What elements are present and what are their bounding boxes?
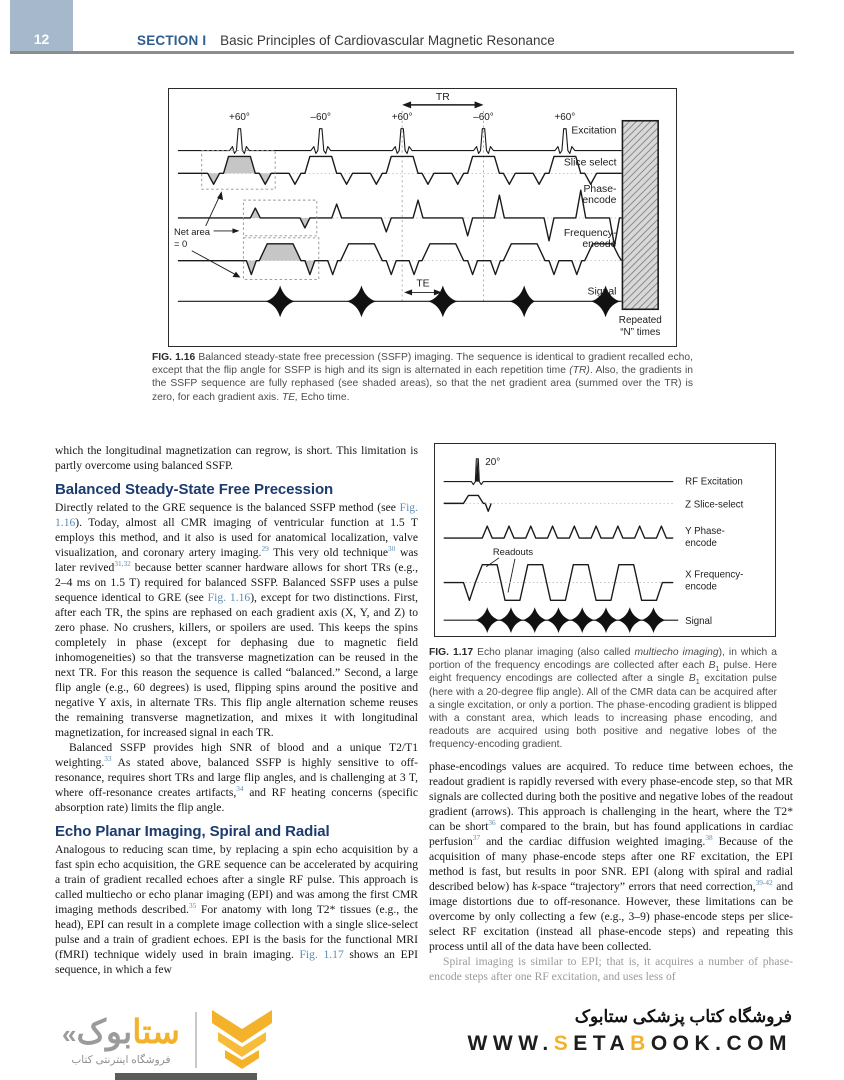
te-label: TE xyxy=(416,278,430,290)
site-url: WWW.SETABOOK.COM xyxy=(467,1032,792,1055)
net-area-label: Net area xyxy=(173,225,211,237)
fig-1-16-caption: FIG. 1.16 Balanced steady-state free precession (SSFP) imaging. The sequence is identical to gradient recalled echo, except that the flip angle for SSFP is high and its sign is alternated in each repetition time (TR). Also, the gradients in the SSFP sequence are fully rephased (see shaded areas), so that the net gradient area (summed over the TR) is zero, for each gradient axis. TE, Echo time. xyxy=(152,352,693,403)
heading-epi-spiral-radial: Echo Planar Imaging, Spiral and Radial xyxy=(55,823,330,840)
row-label-phase-encode-2: encode xyxy=(582,195,617,207)
footer-strip xyxy=(115,1073,257,1080)
net-area-label-2: = 0 xyxy=(173,237,188,249)
body-paragraph: Analogous to reducing scan time, by replacing a spin echo acquisition by a fast spin echo acquisition, the GRE sequence can be accelerated by acquiring a train of gradient recalled echoes after a single RF pulse. This approach is called multiecho or echo planar imaging (EPI) and was among the first CMR imaging methods described.$^{35}$ For anatomy with long T2* tissues (e.g., the head), EPI can result in a complete image collection with a single slice-select pulse and a train of gradient echoes. EPI is the basis for the functional MRI (fMRI) technique widely used in brain imaging. Fig. 1.17 shows an EPI sequence, in which a few xyxy=(55,843,418,976)
header-rule xyxy=(10,51,794,54)
row-label-x-frequency-encode-2: encode xyxy=(685,581,717,593)
flip-angle-label: +60° xyxy=(229,111,250,123)
frequency-encode-waveform xyxy=(178,244,622,275)
row-label-y-phase-encode: Y Phase- xyxy=(685,526,725,538)
footer-store-info xyxy=(468,1007,792,1056)
running-head xyxy=(137,33,555,48)
row-label-rf-excitation: RF Excitation xyxy=(685,476,743,488)
footer-logo xyxy=(62,1008,274,1072)
row-label-frequency-encode: Frequency- xyxy=(563,227,617,239)
row-label-x-frequency-encode: X Frequency- xyxy=(685,569,744,581)
fig-1-17-epi-sequence-diagram xyxy=(435,444,774,635)
heading-balanced-ssfp: Balanced Steady-State Free Precession xyxy=(55,481,334,498)
chevron-logo-icon xyxy=(210,1008,274,1072)
body-paragraph: Directly related to the GRE sequence is the balanced SSFP method (see Fig. 1.16). Today, almost all CMR imaging of ventricular function at 1.5 T employs this method, and it also is used for anatomical localization, valve visualization, and coronary artery imaging.$^{29}$ This very old technique$^{30}$ was later revived$^{31,32}$ because better scanner hardware allows for short TRs (e.g., 2–4 ms on 1.5 T) required for balanced SSFP. Balanced SSFP uses a pulse sequence identical to GRE (see Fig. 1.16), except for two distinctions. First, after each TR, the spins are rephased on each gradient axis (X, Y, and Z) to zero phase. No crushers, killers, or spoilers are used. This keeps the spins completely in phase (except for dephasing due to magnetic field inhomogeneities) so that the transverse magnetization can be reused in the next TR. For this reason the sequence is called “balanced.” Second, a large flip angle (e.g., 60 degrees) is used, flipping spins around the positive and negative Y axis, in alternate TRs. This flip angle alternation scheme reuses the remaining transverse magnetization, and mixes it with longitudinal magnetization, for increased signal in each TR. xyxy=(55,501,418,739)
readouts-label: Readouts xyxy=(492,545,534,557)
footer-watermark xyxy=(0,1003,844,1080)
left-column xyxy=(55,443,418,1005)
row-label-z-slice-select: Z Slice-select xyxy=(685,499,744,511)
flip-angle-label: –60° xyxy=(473,111,494,123)
tr-label: TR xyxy=(435,91,450,103)
brand-tagline: فروشگاه اینترنتی کتاب xyxy=(71,1053,171,1066)
row-label-frequency-encode-2: encode xyxy=(582,238,617,250)
right-column xyxy=(429,443,793,1005)
logo-divider xyxy=(195,1012,197,1068)
row-label-y-phase-encode-2: encode xyxy=(685,537,717,549)
row-label-signal: Signal xyxy=(685,616,713,628)
row-label-excitation: Excitation xyxy=(571,125,617,137)
page-number-badge xyxy=(10,0,73,52)
excitation-waveform xyxy=(178,129,622,154)
row-label-slice-select: Slice select xyxy=(563,157,617,169)
figure-1-17 xyxy=(434,443,776,637)
body-paragraph-clipped: Spiral imaging is similar to EPI; that is, it acquires a number of phase-encode steps after one RF excitation, and uses less of xyxy=(429,954,793,983)
flip-angle-label: +60° xyxy=(554,111,576,123)
fig-1-16-pulse-sequence-diagram xyxy=(169,89,675,345)
page-number: 12 xyxy=(33,31,50,47)
flip-angle-label: +60° xyxy=(391,111,413,123)
body-paragraph: Balanced SSFP provides high SNR of blood and a unique T2/T1 weighting.$^{33}$ As stated above, balanced SSFP is highly sensitive to off-resonance, requires short TRs and large flip angles, and is challenging at 3 T, where off-resonance creates artifacts,$^{34}$ and RF heating concerns (specific absorption rate) limits the flip angle. xyxy=(55,741,418,814)
repeated-label-2: “N” times xyxy=(620,327,661,339)
store-title: فروشگاه کتاب پزشکی ستابوک xyxy=(574,1007,792,1026)
brand-wordmark: ستابوک« xyxy=(62,1012,180,1050)
row-label-signal: Signal xyxy=(587,286,617,298)
y-phase-waveform xyxy=(444,526,674,538)
fig-1-17-caption: FIG. 1.17 Echo planar imaging (also called multiecho imaging), in which a portion of the frequency encodings are collected after each $B_1$ pulse. Here eight frequency encodings are collected after a single $B_1$ excitation pulse (here with a 20-degree flip angle). All of the CMR data can be acquired after a single excitation, or only a portion. The phase-encoding gradient is blipped with a constant area, which leads to increasing phase encoding, and readouts are acquired using both positive and negative lobes of the frequency-encoding gradient. xyxy=(429,647,777,751)
body-paragraph: phase-encodings values are acquired. To reduce time between echoes, the readout gradient is rapidly reversed with every phase-encode step, so that MR signals are collected during both the positive and negative lobes of the readout gradient (arrows). This approach is challenging in the heart, where the T2* can be short$^{36}$ compared to the brain, but has found applications in cardiac perfusion$^{37}$ and the cardiac diffusion weighted imaging.$^{38}$ Because of the acquisition of many phase-encode steps after one RF excitation, the EPI method is fast, but results in poor SNR. EPI (along with spiral and radial described below) has k-space “trajectory” errors that need correction,$^{39-42}$ and image distortions due to off-resonance. However, these limitations can be overcome by only collecting a few (e.g., 3–9) phase-encode steps per slice-select RF excitation (instead all phase-encode steps) and repeating this process until all of the data have been collected. xyxy=(429,759,793,953)
flip-angle-label: 20° xyxy=(485,456,501,468)
body-paragraph: which the longitudinal magnetization can regrow, is short. This limitation is partly overcome using balanced SSFP. xyxy=(55,444,418,472)
z-slice-waveform xyxy=(444,495,492,511)
section-label: SECTION I xyxy=(137,33,207,48)
section-title: Basic Principles of Cardiovascular Magnetic Resonance xyxy=(220,33,555,48)
repeated-label: Repeated xyxy=(618,315,662,327)
signal-echoes xyxy=(475,607,665,633)
row-label-phase-encode: Phase- xyxy=(583,184,617,196)
repeated-block xyxy=(622,121,658,310)
figure-1-16 xyxy=(168,88,677,347)
flip-angle-label: –60° xyxy=(310,111,332,123)
